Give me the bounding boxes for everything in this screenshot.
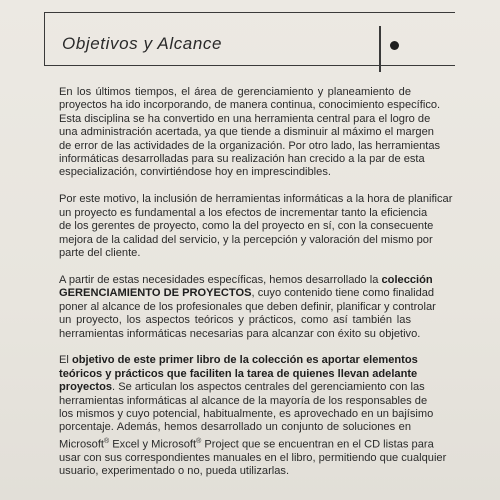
bullet-dot	[390, 41, 399, 50]
text-run: Project que se encuentran en el CD listas para	[201, 438, 434, 451]
paragraph-1	[59, 86, 441, 180]
text-line	[59, 435, 434, 452]
paragraph-3	[59, 273, 436, 341]
text-line: poner al alcance de los profesionales que deben definir, planificar y controlar	[59, 300, 436, 313]
text-line: un proyecto, los aspectos teóricos y prácticos, como así también las	[59, 314, 411, 327]
paragraph-2	[59, 193, 453, 260]
text-line: de los gerentes de proyecto, como la del proyecto en sí, con la consecuente	[59, 220, 434, 233]
text-line: parte del cliente.	[59, 246, 141, 259]
text-line: usar con sus correspondientes manuales en el libro, permitiendo que cualquier	[59, 451, 447, 464]
text-line: una administración acertada, ya que tiende a disminuir al máximo el margen	[59, 126, 434, 139]
paragraph-4	[59, 354, 447, 478]
text-run: El	[59, 354, 72, 367]
text-line	[59, 381, 425, 394]
text-line: informáticas desarrolladas para su realización han crecido a la par de esta	[59, 153, 425, 166]
text-line: los mismos y cuyo potencial, habitualmente, es aprovechado en un bajísimo	[59, 408, 434, 421]
emphasis: objetivo de este primer libro de la colección es aportar elementos	[71, 354, 418, 367]
emphasis: colección	[381, 273, 433, 286]
text-run: , cuyo contenido tiene como finalidad	[251, 287, 435, 300]
text-line	[59, 367, 418, 381]
text-run: . Se articulan los aspectos centrales del gerenciamiento con las	[112, 381, 425, 394]
page-title: Objetivos y Alcance	[62, 34, 223, 53]
text-run: Excel y Microsoft	[109, 438, 197, 451]
body-text	[59, 86, 453, 492]
text-run: Microsoft	[59, 438, 104, 451]
text-line: usuario, experimentado o no, pueda utilizarlas.	[59, 465, 290, 478]
text-line: mejora de la calidad del servicio, y la percepción y valoración del mismo por	[59, 233, 433, 246]
text-line: En los últimos tiempos, el área de gerenciamiento y planeamiento de	[59, 86, 411, 98]
text-line: herramientas informáticas necesarias para alcanzar con éxito su objetivo.	[59, 327, 421, 340]
emphasis: teóricos y prácticos que faciliten la tarea de quienes llevan adelante	[59, 367, 418, 380]
text-line: Por este motivo, la inclusión de herramientas informáticas a la hora de planificar	[59, 193, 453, 206]
text-line	[59, 273, 433, 287]
text-line	[59, 354, 418, 367]
text-line: un proyecto es fundamental a los efectos de incrementar tanto la eficiencia	[59, 206, 428, 219]
text-line: de error de las actividades de la organización. Por otro lado, las herramientas	[59, 139, 441, 152]
text-line: proyectos ha ido incorporando, de manera continua, conocimiento específico.	[59, 99, 441, 112]
text-line: herramientas informáticas al alcance de la mayoría de los responsables de	[59, 394, 428, 407]
collection-name: GERENCIAMIENTO DE PROYECTOS	[59, 287, 252, 300]
emphasis: proyectos	[59, 381, 113, 394]
registered-mark: ®	[104, 437, 110, 445]
header-divider	[379, 26, 381, 72]
text-line: porcentaje. Además, hemos desarrollado un conjunto de soluciones en	[59, 421, 411, 434]
text-line	[59, 287, 435, 300]
text-run: A partir de estas necesidades específicas, hemos desarrollado la	[59, 273, 382, 286]
registered-mark: ®	[196, 437, 202, 445]
text-line: especialización, convirtiéndose hoy en imprescindibles.	[59, 166, 331, 179]
text-line: Esta disciplina se ha convertido en una herramienta central para el logro de	[59, 112, 431, 125]
